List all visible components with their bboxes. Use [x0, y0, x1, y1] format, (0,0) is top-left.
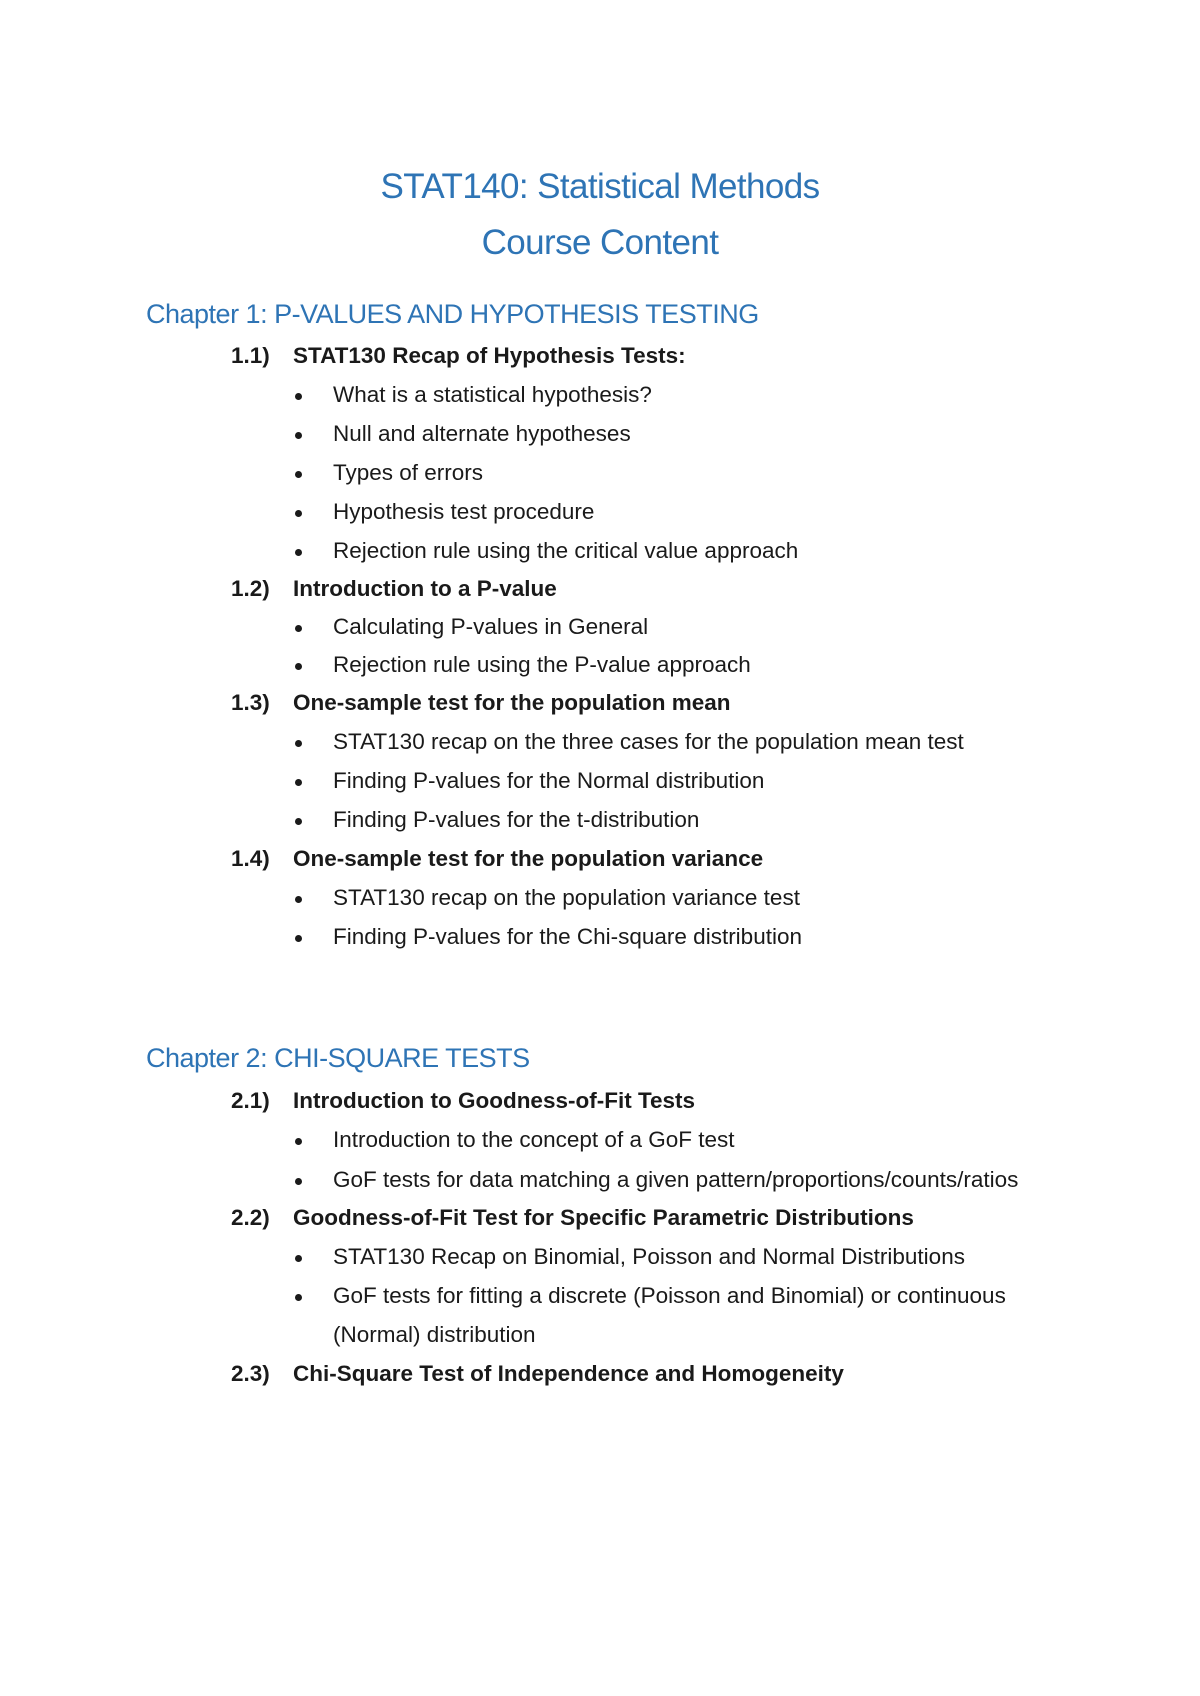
- bullet-icon: [295, 625, 302, 632]
- bullet-icon: [295, 471, 302, 478]
- bullet-icon: [295, 1138, 302, 1145]
- section-number: 1.2): [231, 576, 270, 601]
- chapter-1-heading: Chapter 1: P-VALUES AND HYPOTHESIS TESTING: [146, 299, 759, 329]
- chapter-2-heading: Chapter 2: CHI-SQUARE TESTS: [146, 1043, 530, 1073]
- section-title: Goodness-of-Fit Test for Specific Parametric Distributions: [293, 1205, 914, 1230]
- document-subtitle: Course Content: [481, 223, 719, 262]
- section-heading: [231, 342, 686, 370]
- section-heading: [231, 1360, 844, 1388]
- section-number: 1.1): [231, 343, 270, 368]
- document-title: STAT140: Statistical Methods: [380, 167, 820, 206]
- section-title: STAT130 Recap of Hypothesis Tests:: [293, 343, 686, 368]
- section-heading: [231, 1087, 695, 1115]
- section-number: 2.3): [231, 1361, 270, 1386]
- section-title: One-sample test for the population mean: [293, 690, 731, 715]
- document-page: STAT140: Statistical Methods Course Content Chapter 1: P-VALUES AND HYPOTHESIS TESTING 1.1) STAT130 Recap of Hypothesis Tests: What is a statistical hypothesis? Null and alternate hypotheses Types of errors Hypothesis test procedure Rejection rule using the critical value approach 1.2) Introduction to a P-value Calculating P-values in General Rejection rule using the P-value approach 1.3) One-sample test for the population mean STAT130 recap on the three cases for the population mean test Finding P-values for the Normal distribution Finding P-values for the t-distribution 1.4) One-sample test for the population variance STAT130 recap on the population variance test Finding P-values for the Chi-square distribution Chapter 2: CHI-SQUARE TESTS 2.1) Introduction to Goodness-of-Fit Tests Introduction to the concept of a GoF test GoF tests for data matching a given pattern/proportions/counts/ratios 2.2) Goodness-of-Fit Test for Specific Parametric Distributions STAT130 Recap on Binomial, Poisson and Normal Distributions GoF tests for fitting a discrete (Poisson and Binomial) or continuous (Normal) distribution 2.3) Chi-Square Test of Independence and Homogeneity: [0, 0, 1200, 1696]
- bullet-icon: [295, 1178, 302, 1185]
- section-heading: [231, 845, 763, 873]
- section-number: 2.2): [231, 1205, 270, 1230]
- section-title: Chi-Square Test of Independence and Homogeneity: [293, 1361, 844, 1386]
- section-title: Introduction to a P-value: [293, 576, 557, 601]
- section-number: 1.4): [231, 846, 270, 871]
- bullet-icon: [295, 740, 302, 747]
- bullet-icon: [295, 818, 302, 825]
- bullet-icon: [295, 549, 302, 556]
- bullet-icon: [295, 896, 302, 903]
- bullet-icon: [295, 935, 302, 942]
- bullet-icon: [295, 1294, 302, 1301]
- bullet-icon: [295, 663, 302, 670]
- section-title: One-sample test for the population variance: [293, 846, 764, 871]
- section-number: 1.3): [231, 690, 270, 715]
- bullet-icon: [295, 510, 302, 517]
- bullet-icon: [295, 432, 302, 439]
- bullet-icon: [295, 393, 302, 400]
- section-number: 2.1): [231, 1088, 270, 1113]
- section-heading: [231, 689, 731, 717]
- section-title: Introduction to Goodness-of-Fit Tests: [293, 1088, 696, 1113]
- section-heading: [231, 1204, 914, 1232]
- section-heading: [231, 575, 557, 603]
- bullet-icon: [295, 1255, 302, 1262]
- bullet-icon: [295, 779, 302, 786]
